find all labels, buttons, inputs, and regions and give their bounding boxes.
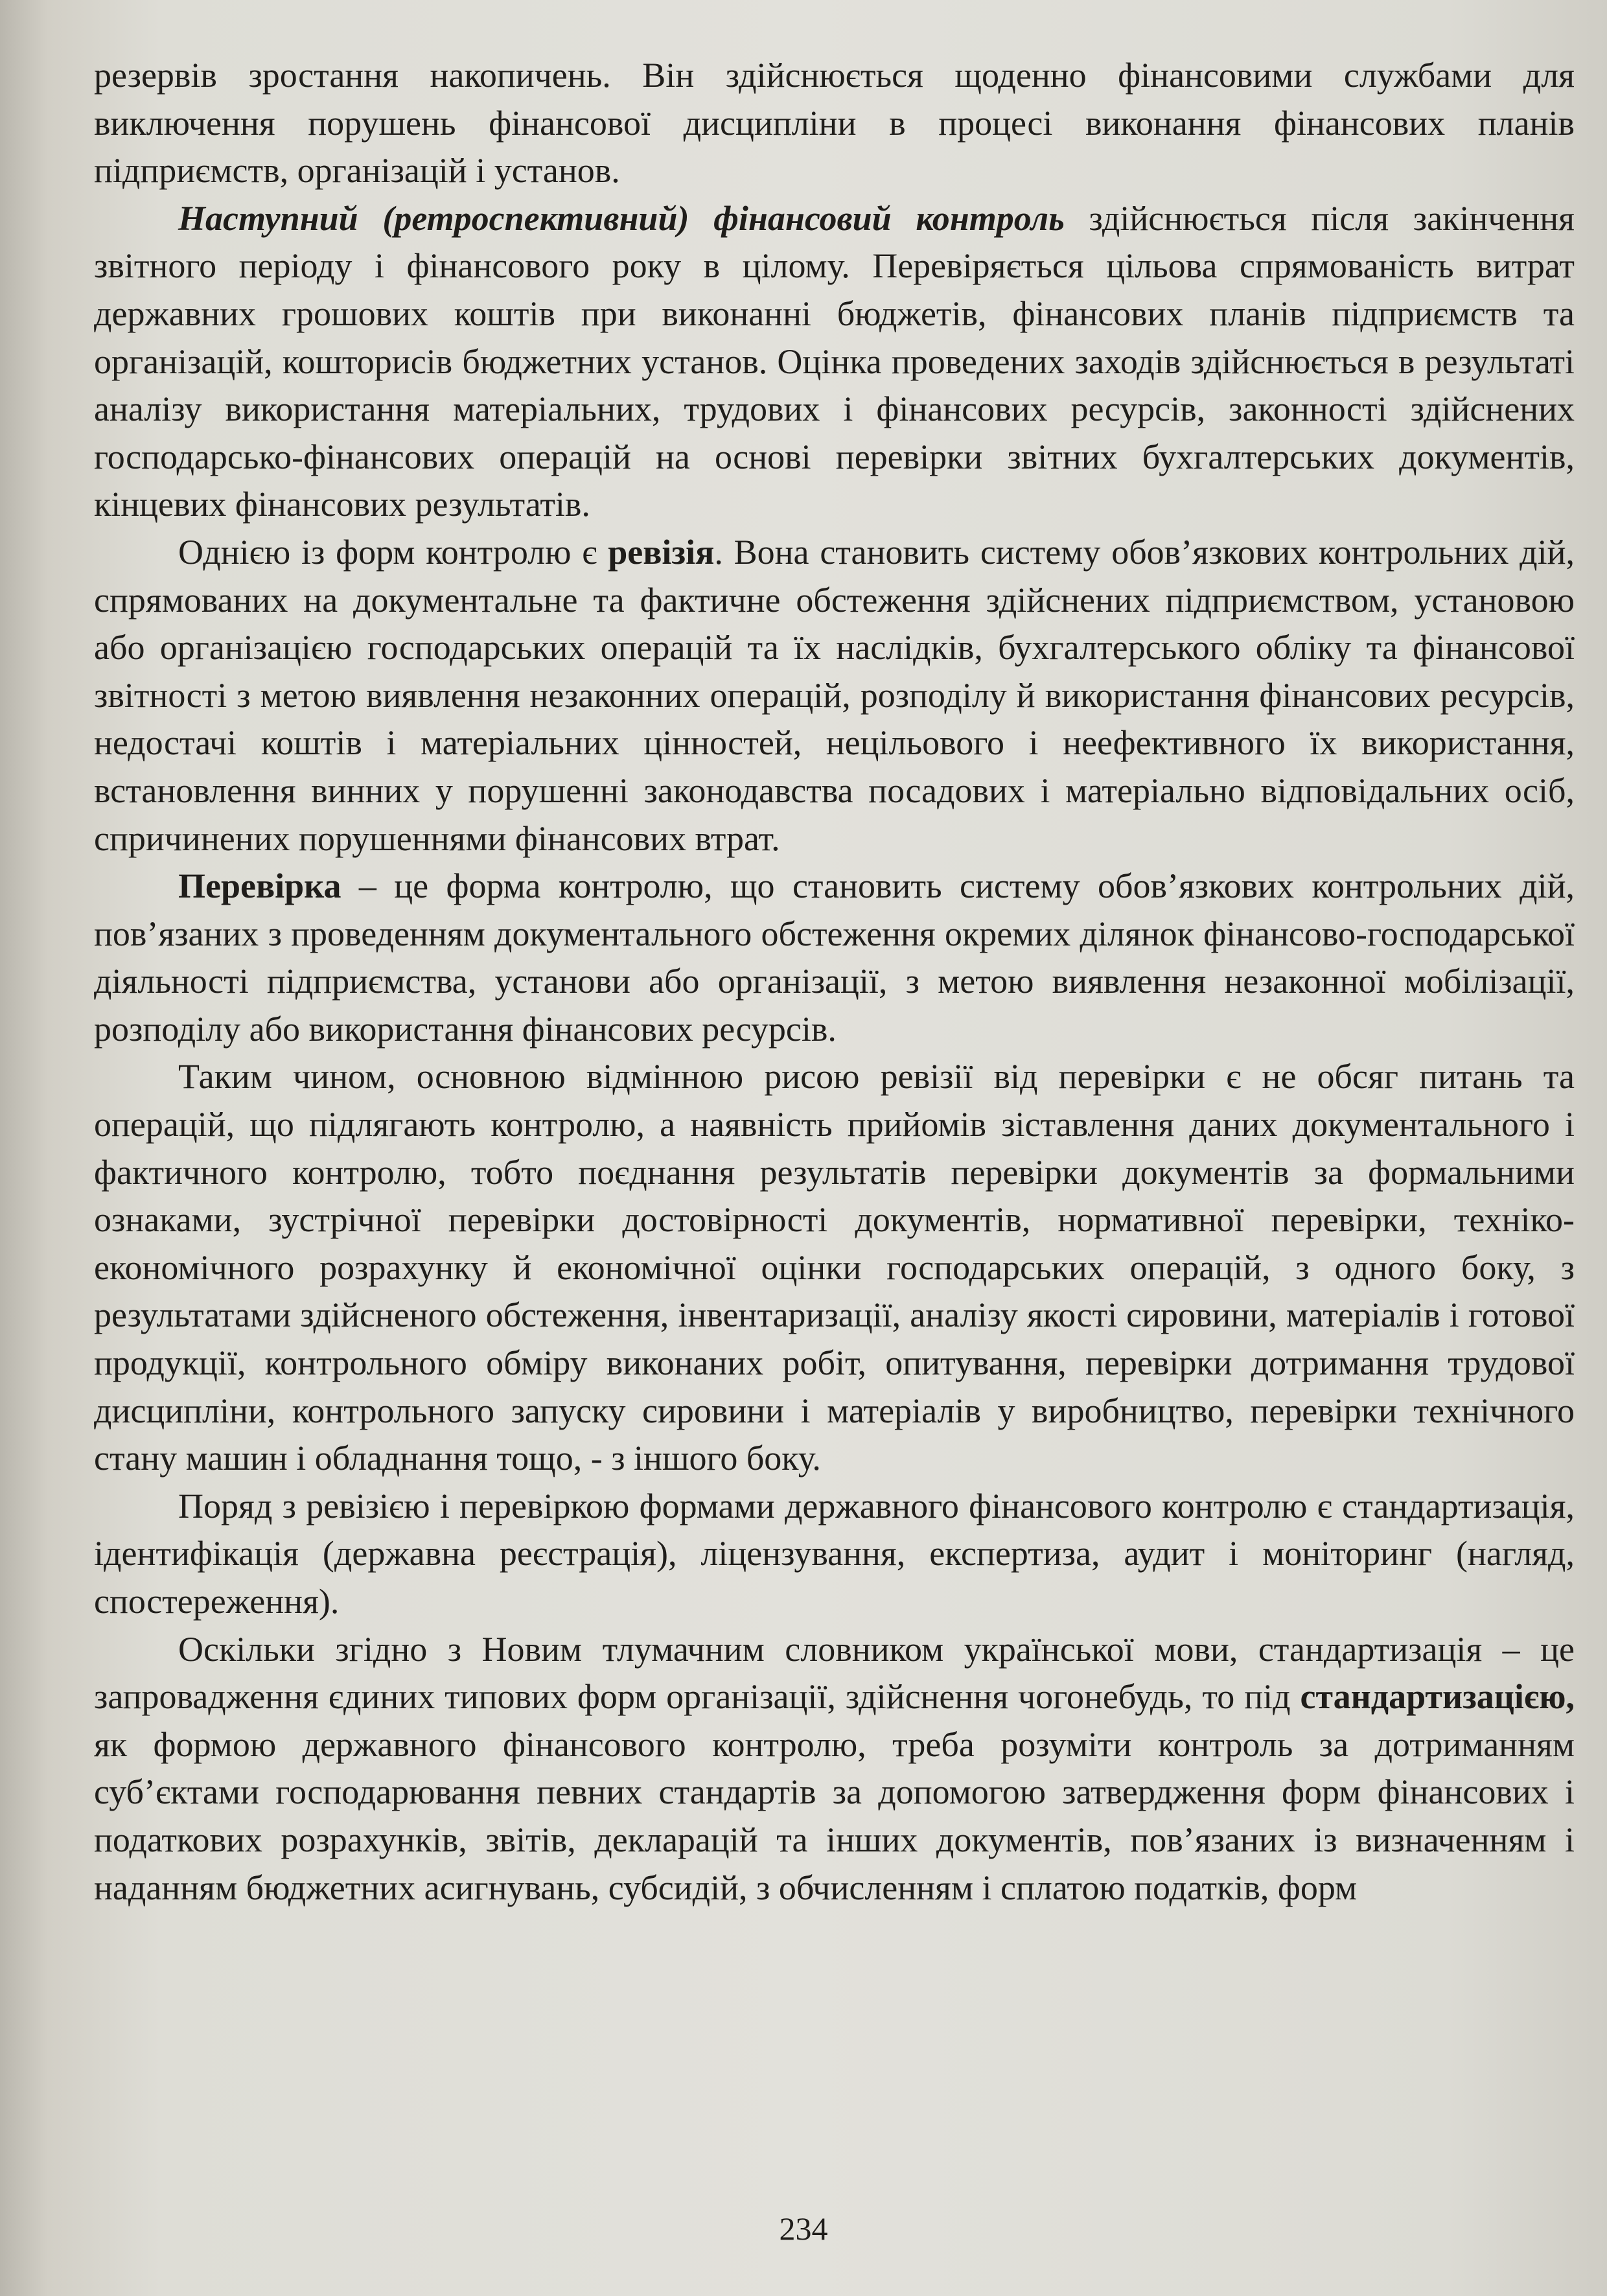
paragraph-text: Поряд з ревізією і перевіркою формами державного фінансового контролю є стандартизація, ідентифікація (державна реєстрація), ліцензування, експертиза, аудит і моніторинг (нагляд, спостереження).	[94, 1486, 1575, 1621]
term-standardization: стандартизацією,	[1300, 1677, 1575, 1717]
term-inspection: Перевірка	[178, 866, 341, 906]
paragraph-standardization	[94, 1626, 1575, 1912]
page-number: 234	[779, 2210, 828, 2247]
paragraph-inspection	[94, 863, 1575, 1053]
paragraph-revision	[94, 529, 1575, 863]
paragraph-text: як формою державного фінансового контролю, треба розуміти контроль за дотриманням суб’єктами господарювання певних стандартів за допомогою затвердження форм фінансових і податкових розрахунків, звітів, декларацій та інших документів, пов’язаних із визначенням і наданням бюджетних асигнувань, субсидій, з обчисленням і сплатою податків, форм	[94, 1724, 1575, 1907]
paragraph-retrospective-control	[94, 195, 1575, 529]
paragraph-text: здійснюється після закінчення звітного періоду і фінансового року в цілому. Перевіряється цільова спрямованість витрат державних грошових коштів при виконанні бюджетів, фінансових планів підприємств та організацій, кошторисів бюджетних установ. Оцінка проведених заходів здійснюється в результаті аналізу використання матеріальних, трудових і фінансових ресурсів, законності здійснених господарсько-фінансових операцій на основі перевірки звітних бухгалтерських документів, кінцевих фінансових результатів.	[94, 198, 1575, 524]
paragraph-text: Таким чином, основною відмінною рисою ревізії від перевірки є не обсяг питань та операцій, що підлягають контролю, а наявність прийомів зіставлення даних документального і фактичного контролю, тобто поєднання результатів перевірки документів за формальними ознаками, зустрічної перевірки достовірності документів, нормативної перевірки, техніко-економічного розрахунку й економічної оцінки господарських операцій, з одного боку, з результатами здійсненого обстеження, інвентаризації, аналізу якості сировини, матеріалів і готової продукції, контрольного обміру виконаних робіт, опитування, перевірки дотримання трудової дисципліни, контрольного запуску сировини і матеріалів у виробництво, перевірки технічного стану машин і обладнання тощо, - з іншого боку.	[94, 1057, 1575, 1478]
paragraph-text-lead: Оскільки згідно з Новим тлумачним словником української мови, стандартизація – це запровадження єдиних типових форм організації, здійснення чогонебудь, то під	[94, 1629, 1575, 1717]
paragraph-text: – це форма контролю, що становить систему обов’язкових контрольних дій, пов’язаних з проведенням документального обстеження окремих ділянок фінансово-господарської діяльності підприємства, установи або організації, з метою виявлення незаконної мобілізації, розподілу або використання фінансових ресурсів.	[94, 866, 1575, 1049]
paragraph-forms-of-control	[94, 1483, 1575, 1626]
paragraph-continuation	[94, 52, 1575, 195]
term-retrospective-control: Наступний (ретроспективний) фінансовий контроль	[178, 198, 1065, 238]
paragraph-difference	[94, 1053, 1575, 1482]
paragraph-text: . Вона становить систему обов’язкових контрольних дій, спрямованих на документальне та фактичне обстеження здійснених підприємством, установою або організацією господарських операцій та їх наслідків, бухгалтерського обліку та фінансової звітності з метою виявлення незаконних операцій, розподілу й використання фінансових ресурсів, недостачі коштів і матеріальних цінностей, нецільового і неефективного їх використання, встановлення винних у порушенні законодавства посадових і матеріально відповідальних осіб, спричинених порушеннями фінансових втрат.	[94, 532, 1575, 858]
paragraph-text-lead: Однією із форм контролю є	[178, 532, 608, 572]
paragraph-text: резервів зростання накопичень. Він здійснюється щоденно фінансовими службами для виключення порушень фінансової дисципліни в процесі виконання фінансових планів підприємств, організацій і установ.	[94, 56, 1575, 191]
term-revision: ревізія	[608, 532, 715, 572]
